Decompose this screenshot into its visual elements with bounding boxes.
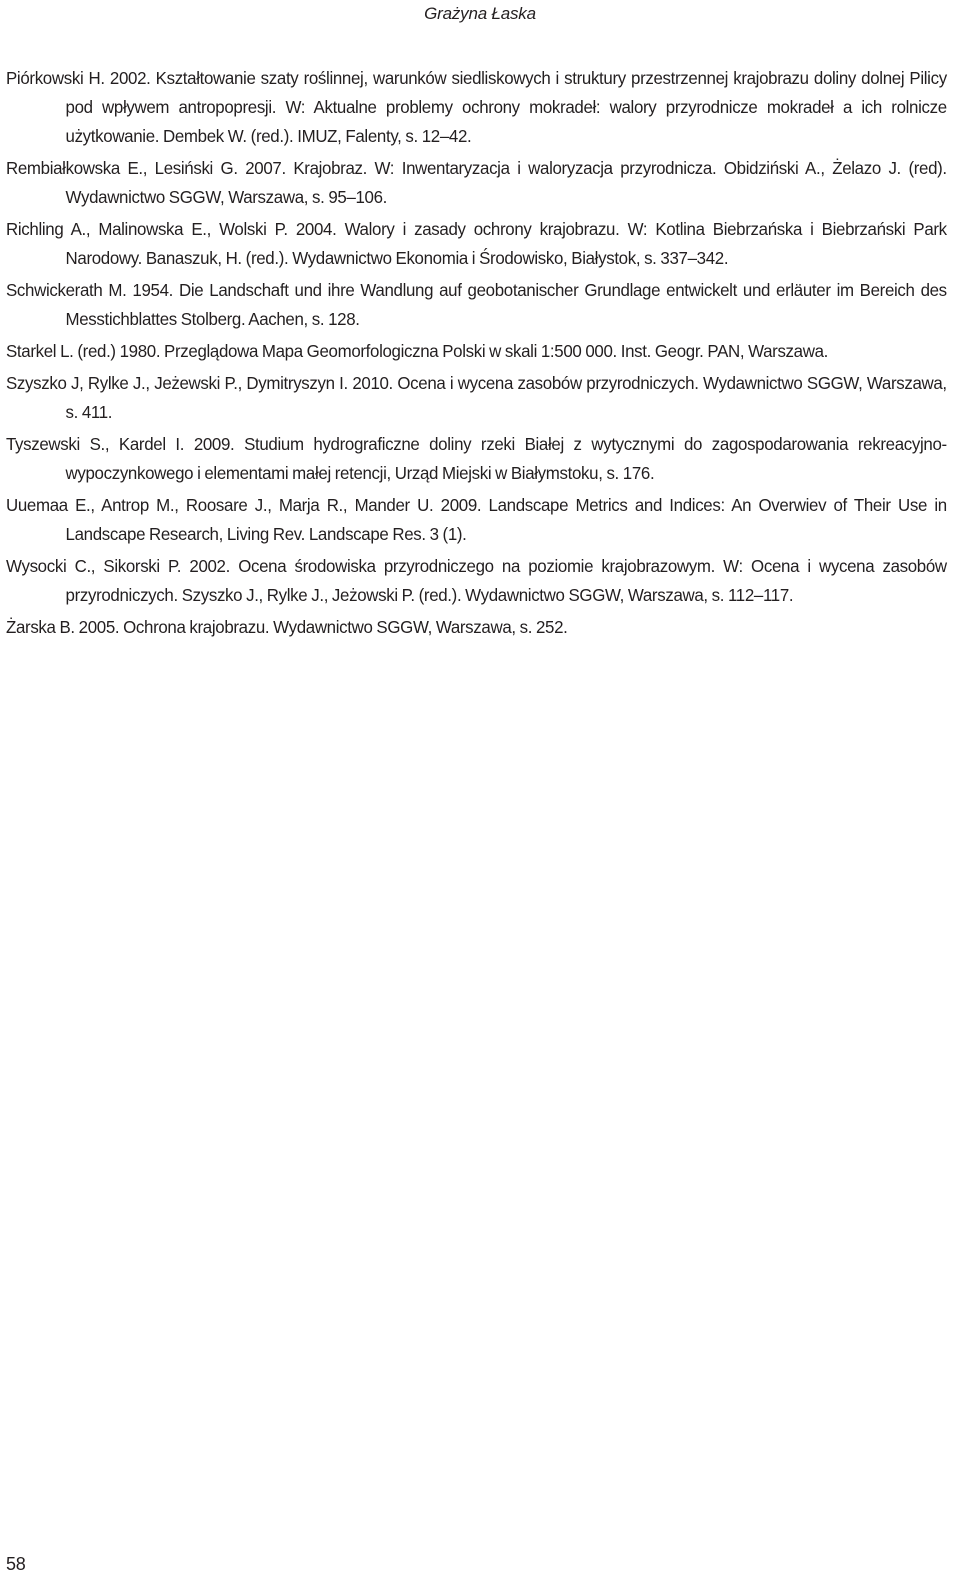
reference-entry: Żarska B. 2005. Ochrona krajobrazu. Wydawnictwo SGGW, Warszawa, s. 252.	[6, 617, 568, 637]
reference-entry: Piórkowski H. 2002. Kształtowanie szaty roślinnej, warunków siedliskowych i struktury przestrzennej krajobrazu doliny dolnej Pilicy pod wpływem antropopresji. W: Aktualne problemy ochrony mokradeł: walory przyrodnicze mokradeł a ich rolnicze użytkowanie. Dembek W. (red.). IMUZ, Falenty, s. 12–42.	[6, 68, 947, 146]
reference-entry: Szyszko J, Rylke J., Jeżewski P., Dymitryszyn I. 2010. Ocena i wycena zasobów przyrodniczych. Wydawnictwo SGGW, Warszawa, s. 411.	[6, 373, 947, 422]
reference-entry: Wysocki C., Sikorski P. 2002. Ocena środowiska przyrodniczego na poziomie krajobrazowym. W: Ocena i wycena zasobów przyrodniczych. Szyszko J., Rylke J., Jeżowski P. (red.). Wydawnictwo SGGW, Warszawa, s. 112–117.	[6, 556, 947, 605]
page-number: 58	[6, 1554, 26, 1574]
reference-entry: Richling A., Malinowska E., Wolski P. 2004. Walory i zasady ochrony krajobrazu. W: Kotlina Biebrzańska i Biebrzański Park Narodowy. Banaszuk, H. (red.). Wydawnictwo Ekonomia i Środowisko, Białystok, s. 337–342.	[6, 219, 947, 268]
reference-entry: Tyszewski S., Kardel I. 2009. Studium hydrograficzne doliny rzeki Białej z wytycznymi do zagospodarowania rekreacyjno-wypoczynkowego i elementami małej retencji, Urząd Miejski w Białymstoku, s. 176.	[6, 434, 947, 483]
running-header-author: Grażyna Łaska	[424, 4, 536, 23]
reference-entry: Rembiałkowska E., Lesiński G. 2007. Krajobraz. W: Inwentaryzacja i waloryzacja przyrodnicza. Obidziński A., Żelazo J. (red). Wydawnictwo SGGW, Warszawa, s. 95–106.	[6, 158, 947, 207]
reference-list	[6, 64, 952, 645]
reference-entry: Starkel L. (red.) 1980. Przeglądowa Mapa Geomorfologiczna Polski w skali 1:500 000. Inst. Geogr. PAN, Warszawa.	[6, 341, 828, 361]
reference-entry: Uuemaa E., Antrop M., Roosare J., Marja R., Mander U. 2009. Landscape Metrics and Indices: An Overwiev of Their Use in Landscape Research, Living Rev. Landscape Res. 3 (1).	[6, 495, 947, 544]
reference-entry: Schwickerath M. 1954. Die Landschaft und ihre Wandlung auf geobotanischer Grundlage entwickelt und erläuter im Bereich des Messtichblattes Stolberg. Aachen, s. 128.	[6, 280, 947, 329]
